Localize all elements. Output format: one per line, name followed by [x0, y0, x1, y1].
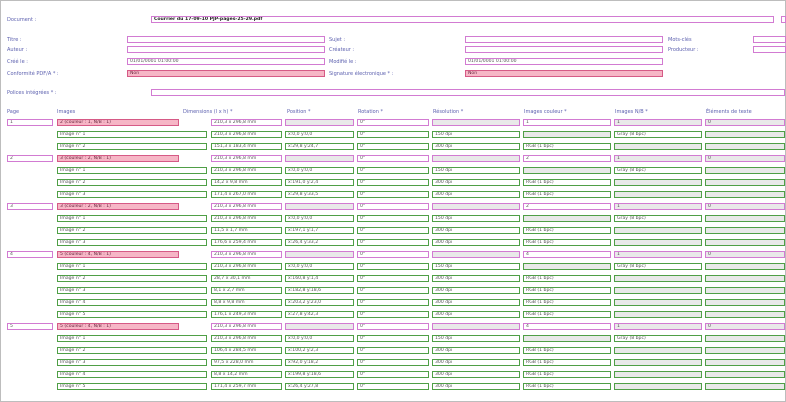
text-elements-cell[interactable] — [705, 215, 785, 222]
rotation-cell[interactable]: 0° — [357, 119, 429, 126]
pdfa-field[interactable]: Non — [127, 70, 325, 77]
image-row — [1, 227, 786, 237]
color-images-cell[interactable]: RGB (1 bpc) — [523, 275, 611, 282]
image-row — [1, 299, 786, 309]
dimensions-cell[interactable]: 171,4 x 259,7 mm — [211, 383, 282, 390]
column-header-rotation: Rotation * — [358, 109, 383, 115]
keywords-label: Mots-clés — [668, 37, 692, 43]
column-header-images: Images — [57, 109, 76, 115]
fonts-field[interactable] — [151, 89, 785, 96]
column-header-resolution: Résolution * — [433, 109, 464, 115]
dimensions-cell[interactable]: 8,1 x 2,7 mm — [211, 287, 282, 294]
position-cell[interactable] — [285, 119, 354, 126]
rotation-cell[interactable]: 0° — [357, 335, 429, 342]
color-images-cell[interactable]: 2 — [523, 203, 611, 210]
page-cell[interactable]: 4 — [7, 251, 53, 258]
position-cell[interactable]: x:26,4 y:33,2 — [285, 239, 354, 246]
rotation-cell[interactable]: 0° — [357, 383, 429, 390]
images-cell[interactable]: Image n° 2 — [57, 275, 207, 282]
color-images-cell[interactable] — [523, 167, 611, 174]
text-elements-cell[interactable]: 0 — [705, 323, 785, 330]
color-images-cell[interactable]: 2 — [523, 155, 611, 162]
color-images-cell[interactable]: RGB (1 bpc) — [523, 299, 611, 306]
images-cell[interactable]: 5 (couleur : 4, N/B : 1) — [57, 323, 179, 330]
bw-images-cell[interactable]: Gray (8 bpc) — [614, 215, 702, 222]
color-images-cell[interactable]: RGB (1 bpc) — [523, 311, 611, 318]
position-cell[interactable]: x:100,2 y:2,3 — [285, 347, 354, 354]
dimensions-cell[interactable]: 97,5 x 228,0 mm — [211, 359, 282, 366]
dimensions-cell[interactable]: 210,3 x 296,8 mm — [211, 251, 282, 258]
resolution-cell[interactable] — [432, 323, 520, 330]
text-elements-cell[interactable] — [705, 335, 785, 342]
page-cell[interactable]: 1 — [7, 119, 53, 126]
resolution-cell[interactable]: 300 dpi — [432, 383, 520, 390]
resolution-cell[interactable]: 300 dpi — [432, 239, 520, 246]
text-elements-cell[interactable] — [705, 131, 785, 138]
bw-images-cell[interactable] — [614, 275, 702, 282]
position-cell[interactable] — [285, 251, 354, 258]
bw-images-cell[interactable] — [614, 311, 702, 318]
image-row — [1, 263, 786, 273]
resolution-cell[interactable]: 300 dpi — [432, 179, 520, 186]
text-elements-cell[interactable] — [705, 299, 785, 306]
bw-images-cell[interactable]: 1 — [614, 203, 702, 210]
image-row — [1, 335, 786, 345]
resolution-cell[interactable]: 150 dpi — [432, 215, 520, 222]
rotation-cell[interactable]: 0° — [357, 371, 429, 378]
text-elements-cell[interactable] — [705, 275, 785, 282]
image-row — [1, 143, 786, 153]
document-name-field[interactable]: Courrier du 17-09-10 PJP-pages-25-29.pdf — [151, 16, 774, 23]
color-images-cell[interactable]: RGB (1 bpc) — [523, 143, 611, 150]
images-cell[interactable]: Image n° 2 — [57, 227, 207, 234]
column-header-bw-images: Images N/B * — [615, 109, 648, 115]
resolution-cell[interactable]: 300 dpi — [432, 287, 520, 294]
rotation-cell[interactable]: 0° — [357, 299, 429, 306]
image-row — [1, 239, 786, 249]
bw-images-cell[interactable]: Gray (8 bpc) — [614, 263, 702, 270]
images-cell[interactable]: Image n° 1 — [57, 167, 207, 174]
color-images-cell[interactable] — [523, 215, 611, 222]
dimensions-cell[interactable]: 28,7 x 30,1 mm — [211, 275, 282, 282]
images-cell[interactable]: Image n° 3 — [57, 239, 207, 246]
color-images-cell[interactable]: RGB (1 bpc) — [523, 359, 611, 366]
column-header-color-images: Images couleur * — [524, 109, 567, 115]
position-cell[interactable]: x:0,0 y:0,0 — [285, 335, 354, 342]
rotation-cell[interactable]: 0° — [357, 167, 429, 174]
color-images-cell[interactable] — [523, 335, 611, 342]
bw-images-cell[interactable] — [614, 227, 702, 234]
rotation-cell[interactable]: 0° — [357, 239, 429, 246]
text-elements-cell[interactable] — [705, 287, 785, 294]
creator-label: Créateur : — [329, 47, 355, 53]
dimensions-cell[interactable]: 176,6 x 259,4 mm — [211, 239, 282, 246]
page-cell[interactable]: 3 — [7, 203, 53, 210]
position-cell[interactable]: x:0,0 y:0,0 — [285, 167, 354, 174]
modified-label: Modifié le : — [329, 59, 357, 65]
page-row — [1, 323, 786, 333]
page-row — [1, 119, 786, 129]
image-row — [1, 287, 786, 297]
fonts-label: Polices intégrées * : — [7, 90, 57, 96]
position-cell[interactable]: x:191,0 y:2,4 — [285, 179, 354, 186]
position-cell[interactable] — [285, 203, 354, 210]
bw-images-cell[interactable] — [614, 299, 702, 306]
text-elements-cell[interactable] — [705, 191, 785, 198]
image-row — [1, 167, 786, 177]
rotation-cell[interactable]: 0° — [357, 287, 429, 294]
dimensions-cell[interactable]: 8,8 x 9,8 mm — [211, 299, 282, 306]
images-cell[interactable]: Image n° 2 — [57, 143, 207, 150]
document-field-edge — [781, 16, 786, 23]
page-row — [1, 203, 786, 213]
dimensions-cell[interactable]: 106,4 x 284,5 mm — [211, 347, 282, 354]
bw-images-cell[interactable] — [614, 371, 702, 378]
bw-images-cell[interactable] — [614, 383, 702, 390]
images-cell[interactable]: 3 (couleur : 2, N/B : 1) — [57, 155, 179, 162]
document-label: Document : — [7, 17, 37, 23]
color-images-cell[interactable]: RGB (1 bpc) — [523, 287, 611, 294]
bw-images-cell[interactable] — [614, 287, 702, 294]
resolution-cell[interactable]: 150 dpi — [432, 335, 520, 342]
image-row — [1, 131, 786, 141]
images-cell[interactable]: Image n° 1 — [57, 263, 207, 270]
color-images-cell[interactable]: RGB (1 bpc) — [523, 371, 611, 378]
images-cell[interactable]: Image n° 3 — [57, 191, 207, 198]
rotation-cell[interactable]: 0° — [357, 227, 429, 234]
position-cell[interactable]: x:203,2 y:23,0 — [285, 299, 354, 306]
text-elements-cell[interactable] — [705, 143, 785, 150]
position-cell[interactable]: x:197,1 y:1,7 — [285, 227, 354, 234]
resolution-cell[interactable]: 300 dpi — [432, 347, 520, 354]
dimensions-cell[interactable]: 210,3 x 296,8 mm — [211, 215, 282, 222]
dimensions-cell[interactable]: 176,1 x 249,3 mm — [211, 311, 282, 318]
images-cell[interactable]: 3 (couleur : 2, N/B : 1) — [57, 203, 179, 210]
bw-images-cell[interactable]: Gray (8 bpc) — [614, 335, 702, 342]
image-row — [1, 383, 786, 393]
text-elements-cell[interactable] — [705, 263, 785, 270]
position-cell[interactable]: x:199,8 y:18,6 — [285, 371, 354, 378]
pdfa-label: Conformité PDF/A * : — [7, 71, 59, 77]
rotation-cell[interactable]: 0° — [357, 155, 429, 162]
position-cell[interactable]: x:26,4 y:27,8 — [285, 383, 354, 390]
dimensions-cell[interactable]: 210,3 x 296,8 mm — [211, 263, 282, 270]
resolution-cell[interactable] — [432, 155, 520, 162]
image-row — [1, 191, 786, 201]
author-label: Auteur : — [7, 47, 28, 53]
position-cell[interactable]: x:29,8 y:33,5 — [285, 191, 354, 198]
resolution-cell[interactable]: 300 dpi — [432, 275, 520, 282]
images-cell[interactable]: Image n° 1 — [57, 131, 207, 138]
title-field[interactable] — [127, 36, 325, 43]
resolution-cell[interactable]: 150 dpi — [432, 263, 520, 270]
rotation-cell[interactable]: 0° — [357, 359, 429, 366]
images-cell[interactable]: Image n° 2 — [57, 179, 207, 186]
color-images-cell[interactable]: 1 — [523, 119, 611, 126]
position-cell[interactable] — [285, 323, 354, 330]
images-cell[interactable]: Image n° 5 — [57, 311, 207, 318]
rotation-cell[interactable]: 0° — [357, 143, 429, 150]
text-elements-cell[interactable]: 0 — [705, 203, 785, 210]
bw-images-cell[interactable]: 1 — [614, 323, 702, 330]
column-header-page: Page — [7, 109, 20, 115]
images-cell[interactable]: Image n° 3 — [57, 359, 207, 366]
text-elements-cell[interactable]: 0 — [705, 251, 785, 258]
image-row — [1, 359, 786, 369]
bw-images-cell[interactable]: 1 — [614, 155, 702, 162]
resolution-cell[interactable]: 300 dpi — [432, 311, 520, 318]
resolution-cell[interactable]: 300 dpi — [432, 371, 520, 378]
text-elements-cell[interactable] — [705, 179, 785, 186]
resolution-cell[interactable] — [432, 203, 520, 210]
resolution-cell[interactable]: 300 dpi — [432, 299, 520, 306]
rotation-cell[interactable]: 0° — [357, 323, 429, 330]
keywords-field[interactable] — [753, 36, 786, 43]
position-cell[interactable]: x:160,8 y:1,4 — [285, 275, 354, 282]
position-cell[interactable]: x:0,0 y:0,0 — [285, 131, 354, 138]
created-field[interactable]: 01/01/0001 01:00:00 — [127, 58, 325, 65]
text-elements-cell[interactable] — [705, 383, 785, 390]
bw-images-cell[interactable] — [614, 143, 702, 150]
bw-images-cell[interactable] — [614, 179, 702, 186]
color-images-cell[interactable]: RGB (1 bpc) — [523, 191, 611, 198]
dimensions-cell[interactable]: 14,2 x 9,8 mm — [211, 179, 282, 186]
images-cell[interactable]: Image n° 2 — [57, 347, 207, 354]
color-images-cell[interactable]: RGB (1 bpc) — [523, 227, 611, 234]
page-cell[interactable]: 5 — [7, 323, 53, 330]
image-row — [1, 275, 786, 285]
dimensions-cell[interactable]: 11,5 x 1,7 mm — [211, 227, 282, 234]
color-images-cell[interactable]: RGB (1 bpc) — [523, 347, 611, 354]
position-cell[interactable] — [285, 155, 354, 162]
bw-images-cell[interactable] — [614, 191, 702, 198]
bw-images-cell[interactable] — [614, 239, 702, 246]
title-label: Titre : — [7, 37, 22, 43]
position-cell[interactable]: x:182,8 y:18,6 — [285, 287, 354, 294]
text-elements-cell[interactable] — [705, 359, 785, 366]
position-cell[interactable]: x:92,0 y:18,2 — [285, 359, 354, 366]
images-cell[interactable]: 2 (couleur : 1, N/B : 1) — [57, 119, 179, 126]
resolution-cell[interactable]: 300 dpi — [432, 227, 520, 234]
resolution-cell[interactable]: 300 dpi — [432, 143, 520, 150]
bw-images-cell[interactable] — [614, 347, 702, 354]
dimensions-cell[interactable]: 210,3 x 296,8 mm — [211, 131, 282, 138]
text-elements-cell[interactable] — [705, 167, 785, 174]
text-elements-cell[interactable] — [705, 371, 785, 378]
image-row — [1, 311, 786, 321]
text-elements-cell[interactable] — [705, 311, 785, 318]
resolution-cell[interactable] — [432, 251, 520, 258]
color-images-cell[interactable] — [523, 263, 611, 270]
image-row — [1, 215, 786, 225]
rotation-cell[interactable]: 0° — [357, 191, 429, 198]
dimensions-cell[interactable]: 210,3 x 296,8 mm — [211, 335, 282, 342]
resolution-cell[interactable]: 150 dpi — [432, 131, 520, 138]
rotation-cell[interactable]: 0° — [357, 275, 429, 282]
creator-field[interactable] — [465, 46, 663, 53]
text-elements-cell[interactable] — [705, 239, 785, 246]
bw-images-cell[interactable]: 1 — [614, 119, 702, 126]
rotation-cell[interactable]: 0° — [357, 203, 429, 210]
rotation-cell[interactable]: 0° — [357, 263, 429, 270]
position-cell[interactable]: x:0,0 y:0,0 — [285, 215, 354, 222]
page-row — [1, 251, 786, 261]
producer-label: Producteur : — [668, 47, 699, 53]
dimensions-cell[interactable]: 210,3 x 296,8 mm — [211, 155, 282, 162]
column-header-text-elements: Éléments de texte — [706, 109, 752, 115]
images-cell[interactable]: Image n° 4 — [57, 299, 207, 306]
color-images-cell[interactable]: 4 — [523, 323, 611, 330]
text-elements-cell[interactable]: 0 — [705, 155, 785, 162]
image-row — [1, 371, 786, 381]
images-cell[interactable]: Image n° 4 — [57, 371, 207, 378]
subject-field[interactable] — [465, 36, 663, 43]
resolution-cell[interactable]: 300 dpi — [432, 359, 520, 366]
color-images-cell[interactable]: RGB (1 bpc) — [523, 179, 611, 186]
images-cell[interactable]: Image n° 3 — [57, 287, 207, 294]
bw-images-cell[interactable]: Gray (8 bpc) — [614, 167, 702, 174]
column-header-dimensions: Dimensions (l x h) * — [183, 109, 233, 115]
page-cell[interactable]: 2 — [7, 155, 53, 162]
signature-label: Signature électronique * : — [329, 71, 394, 77]
images-cell[interactable]: Image n° 1 — [57, 335, 207, 342]
dimensions-cell[interactable]: 151,3 x 183,4 mm — [211, 143, 282, 150]
producer-field[interactable] — [753, 46, 786, 53]
rotation-cell[interactable]: 0° — [357, 251, 429, 258]
signature-field[interactable]: Non — [465, 70, 663, 77]
author-field[interactable] — [127, 46, 325, 53]
bw-images-cell[interactable]: 1 — [614, 251, 702, 258]
subject-label: Sujet : — [329, 37, 346, 43]
rotation-cell[interactable]: 0° — [357, 179, 429, 186]
rotation-cell[interactable]: 0° — [357, 131, 429, 138]
column-header-position: Position * — [287, 109, 311, 115]
resolution-cell[interactable]: 300 dpi — [432, 191, 520, 198]
dimensions-cell[interactable]: 210,3 x 296,8 mm — [211, 323, 282, 330]
images-cell[interactable]: Image n° 5 — [57, 383, 207, 390]
rotation-cell[interactable]: 0° — [357, 347, 429, 354]
images-cell[interactable]: 5 (couleur : 4, N/B : 1) — [57, 251, 179, 258]
image-row — [1, 179, 786, 189]
text-elements-cell[interactable] — [705, 347, 785, 354]
color-images-cell[interactable] — [523, 131, 611, 138]
color-images-cell[interactable]: RGB (1 bpc) — [523, 239, 611, 246]
color-images-cell[interactable]: RGB (1 bpc) — [523, 383, 611, 390]
bw-images-cell[interactable]: Gray (8 bpc) — [614, 131, 702, 138]
dimensions-cell[interactable]: 210,3 x 296,8 mm — [211, 119, 282, 126]
position-cell[interactable]: x:27,8 y:42,3 — [285, 311, 354, 318]
images-cell[interactable]: Image n° 1 — [57, 215, 207, 222]
text-elements-cell[interactable]: 0 — [705, 119, 785, 126]
rotation-cell[interactable]: 0° — [357, 311, 429, 318]
image-row — [1, 347, 786, 357]
resolution-cell[interactable]: 150 dpi — [432, 167, 520, 174]
text-elements-cell[interactable] — [705, 227, 785, 234]
modified-field[interactable]: 01/01/0001 01:00:00 — [465, 58, 663, 65]
position-cell[interactable]: x:0,0 y:0,0 — [285, 263, 354, 270]
page-row — [1, 155, 786, 165]
position-cell[interactable]: x:29,8 y:24,7 — [285, 143, 354, 150]
created-label: Créé le : — [7, 59, 28, 65]
bw-images-cell[interactable] — [614, 359, 702, 366]
color-images-cell[interactable]: 4 — [523, 251, 611, 258]
resolution-cell[interactable] — [432, 119, 520, 126]
dimensions-cell[interactable]: 210,3 x 296,8 mm — [211, 167, 282, 174]
rotation-cell[interactable]: 0° — [357, 215, 429, 222]
dimensions-cell[interactable]: 8,8 x 14,2 mm — [211, 371, 282, 378]
dimensions-cell[interactable]: 210,3 x 296,8 mm — [211, 203, 282, 210]
dimensions-cell[interactable]: 171,4 x 267,0 mm — [211, 191, 282, 198]
